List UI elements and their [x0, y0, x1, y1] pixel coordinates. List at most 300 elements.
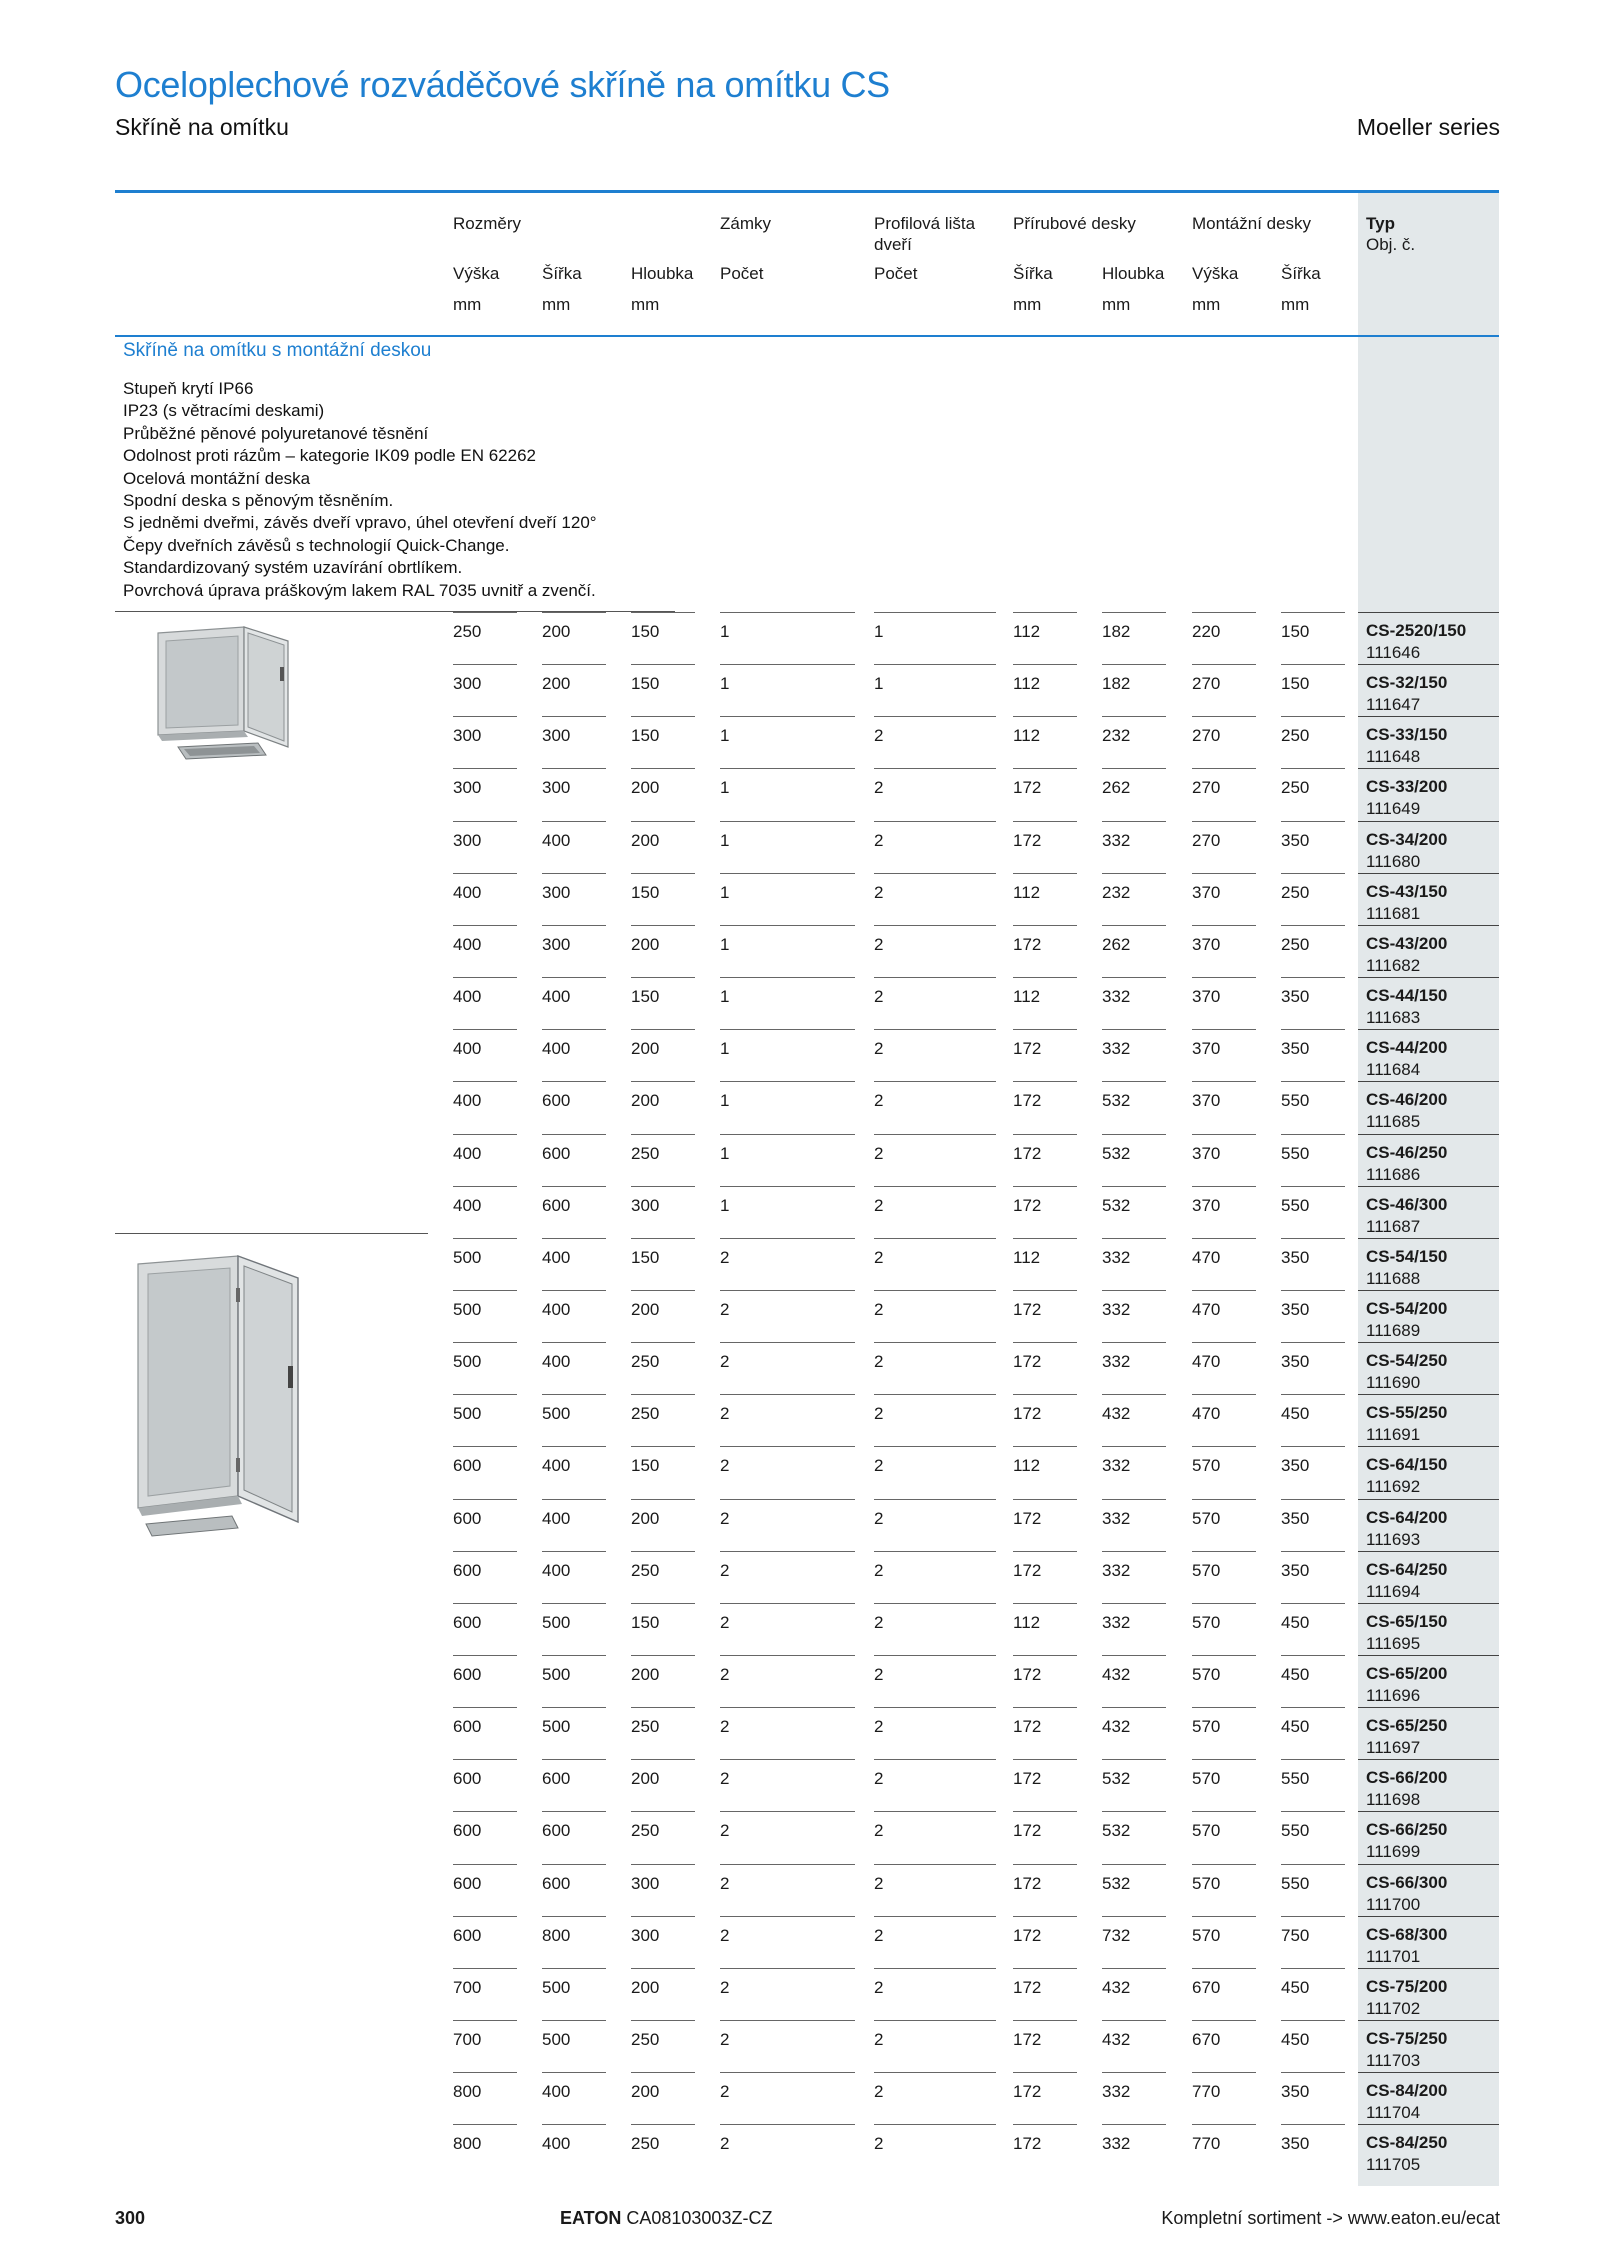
cell-underline — [542, 1551, 606, 1552]
cell-underline — [631, 1394, 695, 1395]
table-row — [0, 1603, 1600, 1655]
cell-underline — [720, 768, 855, 769]
cell-underline — [1102, 1134, 1166, 1135]
cell-lista: 2 — [874, 987, 884, 1007]
cell-underline — [453, 873, 517, 874]
cell-hloubka: 200 — [631, 1769, 660, 1789]
typ-divider — [1358, 2020, 1499, 2021]
type-code: CS-44/200 — [1366, 1038, 1448, 1058]
cell-vyska: 800 — [453, 2082, 482, 2102]
table-row — [0, 1655, 1600, 1707]
cell-underline — [1013, 821, 1077, 822]
cell-underline — [1281, 1290, 1345, 1291]
header-sirka: Šířka — [542, 264, 582, 283]
cell-underline — [631, 1238, 695, 1239]
cell-underline — [1281, 1342, 1345, 1343]
cell-underline — [1102, 1603, 1166, 1604]
cell-zamky: 1 — [720, 934, 730, 954]
cell-lista: 2 — [874, 726, 884, 746]
cell-underline — [631, 873, 695, 874]
cell-underline — [720, 2124, 855, 2125]
cell-underline — [1281, 1394, 1345, 1395]
typ-divider — [1358, 1134, 1499, 1135]
cell-vyska: 500 — [453, 1247, 482, 1267]
header-pocet-lista: Počet — [874, 264, 918, 283]
header-pocet: Počet — [720, 264, 764, 283]
cell-montazni-vyska: 570 — [1192, 1508, 1221, 1528]
cell-hloubka: 150 — [631, 726, 660, 746]
cell-underline — [542, 925, 606, 926]
cell-underline — [542, 664, 606, 665]
table-row — [0, 612, 1600, 664]
cell-underline — [720, 977, 855, 978]
cell-underline — [631, 664, 695, 665]
cell-underline — [874, 768, 996, 769]
cell-prirubove-sirka: 112 — [1013, 987, 1041, 1007]
order-number: 111700 — [1366, 1894, 1421, 1914]
cell-zamky: 2 — [720, 2082, 730, 2102]
cell-montazni-sirka: 350 — [1281, 1560, 1310, 1580]
unit-montazni-vyska: mm — [1192, 295, 1221, 314]
cell-prirubove-hloubka: 332 — [1102, 1456, 1131, 1476]
cell-montazni-vyska: 570 — [1192, 1560, 1221, 1580]
cell-underline — [1013, 768, 1077, 769]
cell-vyska: 400 — [453, 882, 482, 902]
feature-item: Standardizovaný systém uzavírání obrtlíkem. — [123, 558, 463, 578]
cell-underline — [1281, 2072, 1345, 2073]
cell-prirubove-hloubka: 332 — [1102, 2134, 1131, 2154]
cell-zamky: 2 — [720, 1560, 730, 1580]
type-code: CS-33/150 — [1366, 725, 1448, 745]
order-number: 111648 — [1366, 747, 1421, 767]
typ-divider — [1358, 977, 1499, 978]
cell-zamky: 2 — [720, 2030, 730, 2050]
cell-underline — [1102, 768, 1166, 769]
type-code: CS-46/300 — [1366, 1194, 1448, 1214]
cell-underline — [1192, 1186, 1256, 1187]
cell-underline — [453, 925, 517, 926]
cell-prirubove-sirka: 172 — [1013, 934, 1042, 954]
table-row — [0, 1707, 1600, 1759]
cell-underline — [1281, 1551, 1345, 1552]
top-rule — [115, 190, 1499, 193]
cell-underline — [1281, 1707, 1345, 1708]
cell-vyska: 600 — [453, 1873, 482, 1893]
typ-divider — [1358, 1603, 1499, 1604]
cell-underline — [1281, 925, 1345, 926]
cell-underline — [1192, 1081, 1256, 1082]
cell-underline — [453, 1707, 517, 1708]
cell-vyska: 250 — [453, 622, 482, 641]
cell-underline — [1013, 1551, 1077, 1552]
cell-underline — [1192, 1811, 1256, 1812]
cell-zamky: 1 — [720, 882, 730, 902]
cell-underline — [1281, 1238, 1345, 1239]
cell-underline — [1192, 1238, 1256, 1239]
cell-underline — [453, 1394, 517, 1395]
cell-vyska: 400 — [453, 1143, 482, 1163]
cell-underline — [720, 1134, 855, 1135]
cell-lista: 2 — [874, 1665, 884, 1684]
cell-underline — [1281, 664, 1345, 665]
header-hloubka: Hloubka — [631, 264, 694, 283]
cell-montazni-sirka: 350 — [1281, 1039, 1310, 1059]
cell-underline — [1281, 1759, 1345, 1760]
cell-underline — [874, 716, 996, 717]
cell-hloubka: 250 — [631, 2134, 660, 2154]
table-row — [0, 1551, 1600, 1603]
cell-montazni-vyska: 370 — [1192, 1091, 1221, 1111]
cell-prirubove-hloubka: 182 — [1102, 622, 1131, 641]
table-row — [0, 768, 1600, 820]
cell-prirubove-sirka: 172 — [1013, 1873, 1042, 1893]
cell-prirubove-hloubka: 332 — [1102, 987, 1131, 1007]
cell-vyska: 600 — [453, 1612, 482, 1632]
cell-underline — [542, 2072, 606, 2073]
typ-divider — [1358, 1551, 1499, 1552]
type-code: CS-84/200 — [1366, 2081, 1448, 2101]
cell-montazni-vyska: 670 — [1192, 1977, 1221, 1997]
cell-underline — [453, 1446, 517, 1447]
cell-underline — [874, 1603, 996, 1604]
table-row — [0, 1394, 1600, 1446]
cell-sirka: 600 — [542, 1143, 571, 1163]
typ-divider — [1358, 2124, 1499, 2125]
cell-prirubove-sirka: 172 — [1013, 1508, 1042, 1528]
cell-underline — [1192, 768, 1256, 769]
cell-underline — [1013, 1290, 1077, 1291]
cell-underline — [874, 1968, 996, 1969]
cell-underline — [1102, 1811, 1166, 1812]
cell-vyska: 600 — [453, 1925, 482, 1945]
cell-underline — [542, 1186, 606, 1187]
order-number: 111685 — [1366, 1112, 1421, 1132]
type-cell — [1366, 1194, 1447, 1238]
cell-underline — [542, 1238, 606, 1239]
cell-vyska: 600 — [453, 1508, 482, 1528]
cell-underline — [542, 1655, 606, 1656]
type-code: CS-33/200 — [1366, 777, 1448, 797]
cell-underline — [1013, 873, 1077, 874]
cell-sirka: 500 — [542, 1612, 571, 1632]
cell-sirka: 200 — [542, 674, 571, 694]
cell-hloubka: 200 — [631, 830, 660, 850]
cell-hloubka: 200 — [631, 1039, 660, 1059]
cell-underline — [874, 1081, 996, 1082]
header-prirubove-hloubka: Hloubka — [1102, 264, 1165, 283]
typ-divider — [1358, 873, 1499, 874]
cell-underline — [1192, 1499, 1256, 1500]
cell-zamky: 2 — [720, 1352, 730, 1372]
cell-underline — [874, 977, 996, 978]
cell-lista: 2 — [874, 1769, 884, 1789]
cell-montazni-sirka: 450 — [1281, 1612, 1310, 1632]
cell-montazni-sirka: 450 — [1281, 1665, 1310, 1684]
cell-montazni-sirka: 750 — [1281, 1925, 1310, 1945]
cell-underline — [1102, 1290, 1166, 1291]
page-title: Oceloplechové rozváděčové skříně na omítku CS — [115, 64, 890, 105]
cell-zamky: 2 — [720, 1977, 730, 1997]
cell-underline — [720, 1290, 855, 1291]
typ-divider — [1358, 2072, 1499, 2073]
cell-underline — [874, 1394, 996, 1395]
type-code: CS-54/250 — [1366, 1351, 1448, 1371]
cell-underline — [1281, 977, 1345, 978]
cell-underline — [1192, 1342, 1256, 1343]
cell-lista: 1 — [874, 674, 884, 694]
cell-prirubove-sirka: 172 — [1013, 830, 1042, 850]
cell-montazni-vyska: 770 — [1192, 2082, 1221, 2102]
unit-hloubka: mm — [631, 295, 660, 314]
cell-underline — [1192, 1394, 1256, 1395]
cell-underline — [1102, 1394, 1166, 1395]
cell-underline — [874, 1134, 996, 1135]
cell-lista: 2 — [874, 2134, 884, 2154]
cell-underline — [874, 1238, 996, 1239]
cell-underline — [1013, 612, 1077, 613]
cell-underline — [874, 664, 996, 665]
cell-zamky: 2 — [720, 1404, 730, 1424]
cell-underline — [1102, 1916, 1166, 1917]
type-code: CS-55/250 — [1366, 1403, 1448, 1423]
cell-sirka: 400 — [542, 1352, 571, 1372]
table-row — [0, 1029, 1600, 1081]
cell-underline — [720, 1707, 855, 1708]
cell-underline — [720, 1029, 855, 1030]
cell-prirubove-hloubka: 262 — [1102, 934, 1131, 954]
typ-divider — [1358, 664, 1499, 665]
cell-sirka: 300 — [542, 934, 571, 954]
cell-underline — [542, 873, 606, 874]
cell-underline — [631, 1707, 695, 1708]
type-code: CS-75/250 — [1366, 2029, 1448, 2049]
cell-underline — [1102, 716, 1166, 717]
order-number: 111649 — [1366, 799, 1421, 819]
cell-underline — [1192, 1968, 1256, 1969]
typ-divider — [1358, 1081, 1499, 1082]
type-code: CS-64/200 — [1366, 1507, 1448, 1527]
cell-underline — [720, 1238, 855, 1239]
order-number: 111695 — [1366, 1633, 1421, 1653]
table-row — [0, 1342, 1600, 1394]
cell-prirubove-hloubka: 532 — [1102, 1091, 1131, 1111]
cell-underline — [1281, 1446, 1345, 1447]
cell-montazni-sirka: 350 — [1281, 1508, 1310, 1528]
cell-hloubka: 200 — [631, 1508, 660, 1528]
cell-lista: 2 — [874, 830, 884, 850]
cell-prirubove-hloubka: 232 — [1102, 726, 1131, 746]
cell-underline — [631, 1029, 695, 1030]
typ-divider — [1358, 925, 1499, 926]
typ-divider — [1358, 768, 1499, 769]
cell-underline — [720, 1551, 855, 1552]
cell-prirubove-sirka: 172 — [1013, 1925, 1042, 1945]
unit-prirubove-sirka: mm — [1013, 295, 1042, 314]
cell-montazni-vyska: 370 — [1192, 987, 1221, 1007]
cell-underline — [631, 2124, 695, 2125]
cell-hloubka: 200 — [631, 934, 660, 954]
feature-item: IP23 (s větracími deskami) — [123, 401, 325, 421]
cell-montazni-vyska: 470 — [1192, 1404, 1221, 1424]
cell-montazni-sirka: 550 — [1281, 1821, 1310, 1841]
cell-underline — [631, 977, 695, 978]
order-number: 111687 — [1366, 1216, 1421, 1236]
cell-sirka: 600 — [542, 1873, 571, 1893]
cell-zamky: 2 — [720, 1299, 730, 1319]
cell-montazni-vyska: 570 — [1192, 1665, 1221, 1684]
typ-divider — [1358, 1916, 1499, 1917]
cell-montazni-sirka: 550 — [1281, 1195, 1310, 1215]
cell-zamky: 2 — [720, 1925, 730, 1945]
cell-underline — [720, 821, 855, 822]
cell-prirubove-hloubka: 432 — [1102, 1665, 1131, 1684]
cell-underline — [453, 716, 517, 717]
cell-montazni-vyska: 570 — [1192, 1456, 1221, 1476]
cell-underline — [874, 1290, 996, 1291]
cell-underline — [1013, 1916, 1077, 1917]
table-row — [0, 2072, 1600, 2124]
footer-catalog — [560, 2208, 772, 2229]
table-row — [0, 873, 1600, 925]
cell-prirubove-sirka: 172 — [1013, 2030, 1042, 2050]
typ-divider — [1358, 1290, 1499, 1291]
type-cell — [1366, 2080, 1447, 2124]
type-cell — [1366, 1246, 1447, 1290]
cell-underline — [631, 1916, 695, 1917]
cell-underline — [1013, 1603, 1077, 1604]
table-row — [0, 977, 1600, 1029]
cell-underline — [874, 873, 996, 874]
cell-hloubka: 250 — [631, 1560, 660, 1580]
cell-sirka: 300 — [542, 726, 571, 746]
cell-underline — [453, 1916, 517, 1917]
cell-zamky: 2 — [720, 2134, 730, 2154]
table-row — [0, 1968, 1600, 2020]
typ-divider — [1358, 1655, 1499, 1656]
cell-underline — [874, 2072, 996, 2073]
cell-sirka: 300 — [542, 778, 571, 798]
cell-underline — [1192, 1759, 1256, 1760]
table-row — [0, 2020, 1600, 2072]
cell-prirubove-hloubka: 532 — [1102, 1873, 1131, 1893]
order-number: 111688 — [1366, 1268, 1421, 1288]
page-subtitle: Skříně na omítku — [115, 114, 289, 140]
cell-vyska: 600 — [453, 1665, 482, 1684]
order-number: 111705 — [1366, 2155, 1421, 2175]
cell-underline — [720, 1759, 855, 1760]
cell-underline — [1013, 1134, 1077, 1135]
type-cell — [1366, 724, 1447, 768]
cell-underline — [1102, 1551, 1166, 1552]
cell-underline — [631, 1134, 695, 1135]
cell-underline — [631, 1290, 695, 1291]
cell-montazni-vyska: 370 — [1192, 1195, 1221, 1215]
cell-montazni-sirka: 150 — [1281, 674, 1310, 694]
cell-vyska: 400 — [453, 1039, 482, 1059]
cell-montazni-vyska: 670 — [1192, 2030, 1221, 2050]
cell-hloubka: 150 — [631, 674, 660, 694]
cell-underline — [453, 1551, 517, 1552]
cell-sirka: 300 — [542, 882, 571, 902]
cell-underline — [1281, 716, 1345, 717]
cell-underline — [453, 1186, 517, 1187]
cell-underline — [1102, 873, 1166, 874]
cell-underline — [874, 1655, 996, 1656]
cell-montazni-vyska: 570 — [1192, 1873, 1221, 1893]
cell-zamky: 1 — [720, 778, 730, 798]
cell-underline — [542, 1864, 606, 1865]
cell-hloubka: 200 — [631, 1977, 660, 1997]
cell-underline — [453, 2124, 517, 2125]
cell-underline — [1192, 1707, 1256, 1708]
type-cell — [1366, 1819, 1447, 1863]
cell-underline — [631, 1864, 695, 1865]
cell-underline — [631, 1186, 695, 1187]
cell-underline — [453, 612, 517, 613]
cell-underline — [542, 1446, 606, 1447]
cell-hloubka: 250 — [631, 1352, 660, 1372]
order-number: 111692 — [1366, 1477, 1421, 1497]
cell-sirka: 800 — [542, 1925, 571, 1945]
cell-underline — [1192, 977, 1256, 978]
cell-underline — [453, 1759, 517, 1760]
cell-lista: 2 — [874, 934, 884, 954]
cell-underline — [1192, 873, 1256, 874]
cell-underline — [542, 768, 606, 769]
cell-underline — [631, 2020, 695, 2021]
header-profilova-lista: Profilová lišta dveří — [874, 214, 976, 254]
cell-underline — [720, 716, 855, 717]
order-number: 111690 — [1366, 1373, 1421, 1393]
cell-underline — [1013, 977, 1077, 978]
type-code: CS-43/200 — [1366, 933, 1448, 953]
cell-underline — [720, 1446, 855, 1447]
cell-montazni-sirka: 550 — [1281, 1873, 1310, 1893]
cell-lista: 2 — [874, 1299, 884, 1319]
table-row — [0, 1864, 1600, 1916]
cell-hloubka: 250 — [631, 2030, 660, 2050]
cell-montazni-vyska: 570 — [1192, 1769, 1221, 1789]
cell-underline — [542, 1081, 606, 1082]
cell-hloubka: 250 — [631, 1404, 660, 1424]
cell-underline — [1102, 2072, 1166, 2073]
cell-underline — [1192, 1446, 1256, 1447]
cell-montazni-sirka: 450 — [1281, 2030, 1310, 2050]
cell-vyska: 500 — [453, 1299, 482, 1319]
footer-link[interactable]: Kompletní sortiment -> www.eaton.eu/ecat — [1161, 2208, 1500, 2228]
cell-underline — [631, 1759, 695, 1760]
cell-underline — [1192, 1655, 1256, 1656]
feature-item: Odolnost proti rázům – kategorie IK09 podle EN 62262 — [123, 446, 536, 466]
cell-underline — [1013, 1864, 1077, 1865]
type-cell — [1366, 1559, 1447, 1603]
order-number: 111702 — [1366, 1998, 1421, 2018]
typ-divider — [1358, 1394, 1499, 1395]
cell-underline — [1102, 1707, 1166, 1708]
cell-underline — [1281, 2124, 1345, 2125]
cell-underline — [1013, 2072, 1077, 2073]
unit-sirka: mm — [542, 295, 571, 314]
cell-lista: 1 — [874, 622, 884, 641]
cell-underline — [631, 1551, 695, 1552]
cell-montazni-sirka: 150 — [1281, 622, 1310, 641]
cell-prirubove-sirka: 112 — [1013, 726, 1041, 746]
type-cell — [1366, 620, 1466, 664]
cell-montazni-vyska: 270 — [1192, 778, 1221, 798]
cell-underline — [874, 821, 996, 822]
cell-underline — [1192, 1916, 1256, 1917]
typ-divider — [1358, 1446, 1499, 1447]
